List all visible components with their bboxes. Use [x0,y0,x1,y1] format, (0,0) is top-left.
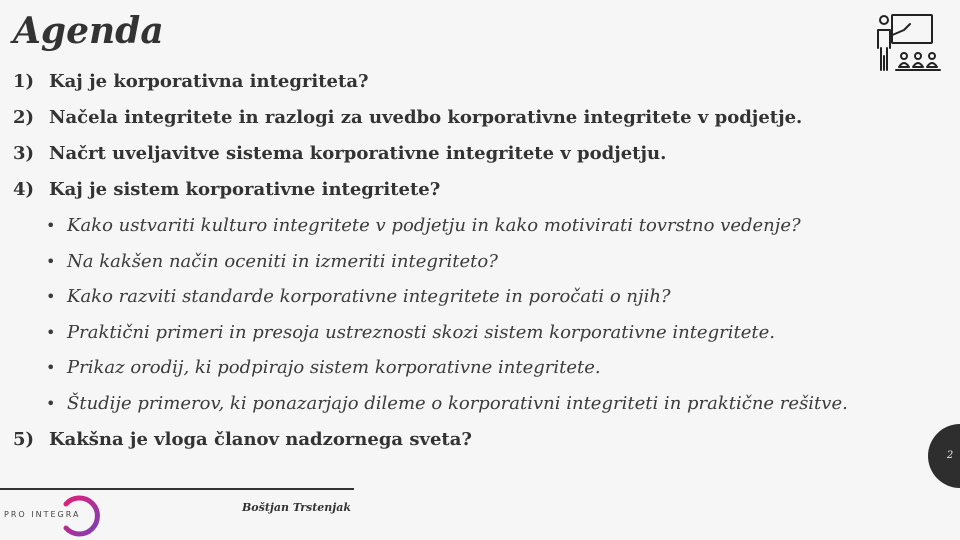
sub-item [13,319,943,355]
sub-item [13,212,943,248]
bullet: • [46,216,56,235]
agenda-list [13,68,943,462]
sub-item-text: Študije primerov, ki ponazarjajo dileme o korporativni integriteti in praktične rešitve. [67,392,848,414]
sub-item [13,248,943,284]
agenda-item-4 [13,176,943,212]
bullet: • [46,393,56,413]
sub-item [13,354,943,390]
item-text: Kakšna je vloga članov nadzornega sveta? [49,428,472,450]
item-number: 5) [13,428,35,450]
item-number: 2) [13,107,35,128]
item-text: Kaj je sistem korporativne integritete? [49,179,441,200]
author-name: Boštjan Trstenjak [242,501,352,514]
sub-item-text: Praktični primeri in presoja ustreznosti skozi sistem korporativne integritete. [67,321,775,343]
item-text: Kaj je korporativna integriteta? [49,71,369,92]
footer-divider [0,488,354,490]
item-number: 1) [13,71,35,92]
agenda-item-2 [13,104,943,140]
sub-item-text: Kako ustvariti kulturo integritete v podjetju in kako motivirati tovrstno vedenje? [67,215,801,236]
sub-item-text: Na kakšen način oceniti in izmeriti integriteto? [67,250,498,272]
sub-item-text: Kako razviti standarde korporativne integritete in poročati o njih? [67,286,671,308]
slide-title: Agenda [13,10,164,52]
agenda-item-5 [13,426,943,462]
item-number: 3) [13,143,35,164]
logo-text: PRO INTEGRA [4,510,81,519]
presenter-teaching-icon [874,12,942,74]
bullet: • [46,251,56,271]
item-text: Načela integritete in razlogi za uvedbo korporativne integritete v podjetje. [49,107,803,128]
bullet: • [46,287,56,307]
agenda-item-3 [13,140,943,176]
pro-integra-logo [4,494,110,538]
bullet: • [46,322,56,342]
item-text: Načrt uveljavitve sistema korporativne integritete v podjetju. [49,143,667,164]
sub-item [13,390,943,426]
page-number: 2 [946,450,954,461]
logo-ring-icon [4,494,110,538]
bullet: • [46,358,56,378]
item-number: 4) [13,179,35,200]
sub-item-text: Prikaz orodij, ki podpirajo sistem korporativne integritete. [67,357,601,379]
agenda-item-1 [13,68,943,104]
sub-item [13,283,943,319]
